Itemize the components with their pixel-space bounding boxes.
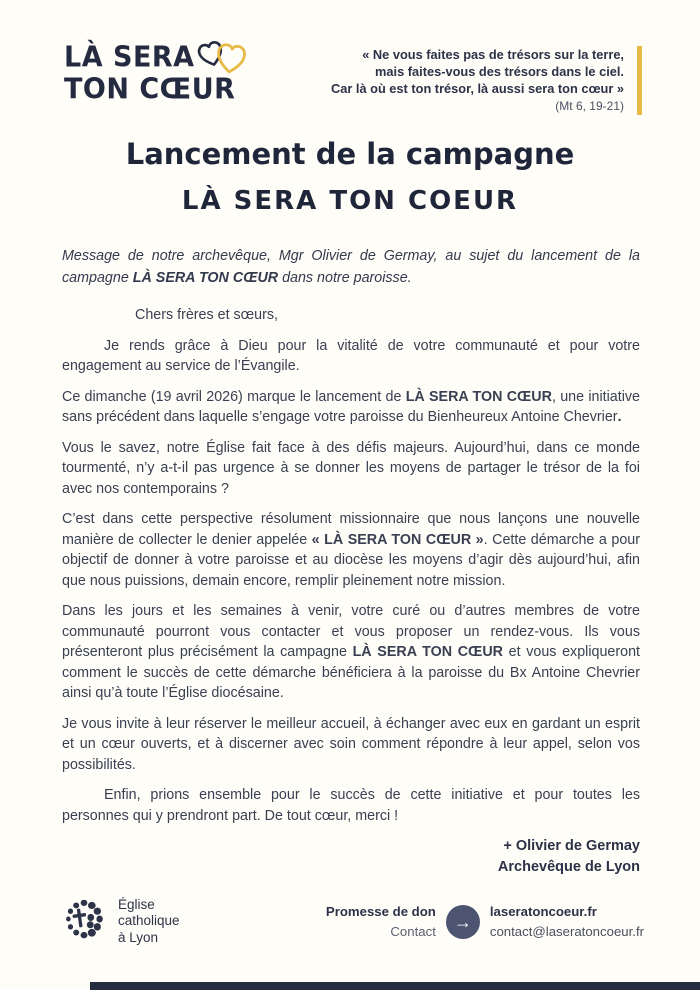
- letter-paragraph: C’est dans cette perspective résolument missionnaire que nous lançons une nouvelle manière de collecter le denier appelée « LÀ SERA TON CŒUR ». Cette démarche a pour objectif de donner à votre paroisse et au diocèse les moyens d’agir dès aujourd’hui, afin que nous puissions, demain encore, remplir pleinement notre mission.: [62, 511, 640, 589]
- scripture-quote: [331, 46, 642, 115]
- page-title-line1: Lancement de la campagne: [125, 137, 575, 171]
- donation-website-link[interactable]: laseratoncoeur.fr: [489, 904, 597, 919]
- contact-label: Contact: [390, 924, 436, 939]
- two-hearts-icon: [194, 36, 252, 85]
- signature-block: [62, 836, 640, 878]
- letter-paragraph: Je rends grâce à Dieu pour la vitalité de votre communauté et pour votre engagement au service de l’Évangile.: [62, 337, 640, 374]
- quote-line: mais faites-vous des trésors dans le ciel.: [375, 64, 624, 79]
- letter-body: [62, 245, 640, 878]
- contact-email-link[interactable]: contact@laseratoncoeur.fr: [489, 924, 644, 939]
- letter-paragraph: Vous le savez, notre Église fait face à des défis majeurs. Aujourd’hui, dans ce monde tourmenté, n’y a-t-il pas urgence à se donner les moyens de partager le trésor de la foi avec nos contemporains ?: [62, 439, 640, 497]
- campaign-logo-line2: TON CŒUR: [64, 73, 236, 107]
- letter-paragraphs: [62, 336, 640, 827]
- arrow-circle-icon[interactable]: [446, 905, 480, 939]
- signature-name: + Olivier de Germay: [503, 838, 640, 854]
- letter-paragraph: Je vous invite à leur réserver le meilleur accueil, à échanger avec eux en gardant un esprit et un cœur ouverts, et à discerner avec soin comment répondre à leur appel, selon vos possibilités.: [62, 715, 640, 773]
- diocese-name-line3: à Lyon: [118, 929, 159, 945]
- letter-salutation: Chers frères et sœurs,: [135, 307, 278, 323]
- letter-paragraph: Ce dimanche (19 avril 2026) marque le lancement de LÀ SERA TON CŒUR, une initiative sans précédent dans laquelle s’engage votre paroisse du Bienheureux Antoine Chevrier.: [62, 388, 641, 425]
- donation-contact-block: [326, 902, 644, 942]
- diocese-dots-cross-icon: [60, 894, 108, 949]
- page-title-line2: LÀ SERA TON COEUR: [181, 186, 519, 216]
- quote-citation: (Mt 6, 19-21): [555, 99, 624, 113]
- bottom-accent-bar: [90, 982, 700, 990]
- letter-paragraph: Enfin, prions ensemble pour le succès de cette initiative et pour toutes les personnes qui y prendront part. De tout cœur, merci !: [62, 787, 640, 824]
- campaign-logo-line1: LÀ SERA: [64, 40, 195, 75]
- letter-paragraph: Dans les jours et les semaines à venir, votre curé ou d’autres membres de votre communauté pourront vous contacter et vous proposer un rendez-vous. Ils vous présenteront plus précisément la campagne LÀ SERA TON CŒUR et vous expliqueront comment le succès de cette démarche bénéficiera à la paroisse du Bx Antoine Chevrier ainsi qu’à toute l’Église diocésaine.: [62, 603, 640, 701]
- letter-intro: Message de notre archevêque, Mgr Olivier de Germay, au sujet du lancement de la campagne LÀ SERA TON CŒUR dans notre paroisse.: [62, 248, 640, 286]
- diocese-name-line2: catholique: [118, 913, 180, 929]
- quote-line: Car là où est ton trésor, là aussi sera ton cœur »: [331, 81, 624, 96]
- quote-line: « Ne vous faites pas de trésors sur la terre,: [362, 47, 624, 62]
- diocese-name-line1: Église: [118, 896, 155, 912]
- diocese-logo: [60, 894, 180, 949]
- signature-role: Archevêque de Lyon: [497, 859, 640, 875]
- donation-label: Promesse de don: [325, 904, 436, 919]
- right-arrow-icon: →: [453, 912, 472, 932]
